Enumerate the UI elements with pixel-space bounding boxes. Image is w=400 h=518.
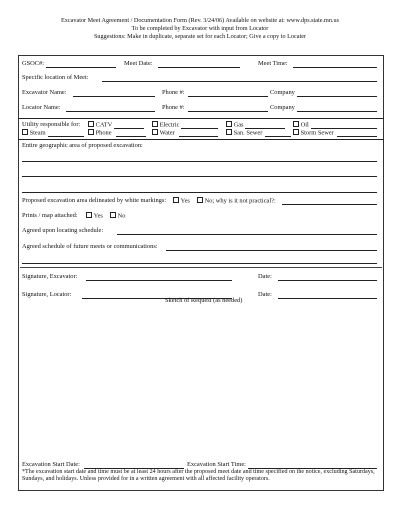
checkbox-icon[interactable]: [293, 121, 299, 127]
utility-oil[interactable]: Oil: [293, 121, 309, 130]
utility-san-sewer[interactable]: San. Sewer: [226, 129, 262, 138]
locating-schedule-field[interactable]: [117, 234, 377, 235]
geo-area-line[interactable]: [22, 161, 377, 162]
signature-excavator-label: Signature, Excavator:: [22, 273, 78, 280]
date2-field[interactable]: [278, 298, 377, 299]
future-meets-field[interactable]: [166, 250, 377, 251]
start-date-label: Excavation Start Date:: [22, 461, 80, 468]
checkbox-icon[interactable]: [197, 197, 203, 203]
specific-location-field[interactable]: [102, 81, 377, 82]
geo-area-label: Entire geographic area of proposed excavation:: [22, 142, 143, 149]
utility-electric[interactable]: Electric: [152, 121, 179, 130]
gsoc-field[interactable]: [46, 67, 116, 68]
checkbox-icon[interactable]: [152, 121, 158, 127]
catv-field[interactable]: [114, 128, 144, 129]
checkbox-icon[interactable]: [88, 129, 94, 135]
excavator-name-label: Excavator Name:: [22, 89, 67, 96]
form-title: Excavator Meet Agreement / Documentation Form (Rev. 3/24/06) Available on website at: www.dps.state.mn.us: [61, 17, 339, 24]
white-markings-yes[interactable]: Yes: [173, 197, 190, 206]
form-subtitle: To be completed by Excavator with input from Locator: [131, 25, 269, 32]
utility-catv[interactable]: CATV: [88, 121, 112, 130]
future-meets-line[interactable]: [22, 263, 377, 264]
steam-field[interactable]: [48, 136, 84, 137]
utility-label: Utility responsible for:: [22, 121, 81, 128]
white-markings-reason-field[interactable]: [282, 204, 377, 205]
phone1-field[interactable]: [188, 96, 268, 97]
company1-label: Company: [270, 89, 295, 96]
checkbox-icon[interactable]: [152, 129, 158, 135]
utility-water[interactable]: Water: [152, 129, 175, 138]
date2-label: Date:: [258, 291, 272, 298]
date1-field[interactable]: [278, 280, 377, 281]
phone2-field[interactable]: [188, 111, 268, 112]
date1-label: Date:: [258, 273, 272, 280]
meet-date-field[interactable]: [158, 67, 240, 68]
checkbox-icon[interactable]: [110, 212, 116, 218]
specific-location-label: Specific location of Meet:: [22, 74, 89, 81]
start-time-label: Excavation Start Time:: [187, 461, 246, 468]
excavator-name-field[interactable]: [73, 96, 155, 97]
checkbox-icon[interactable]: [226, 129, 232, 135]
utility-gas[interactable]: Gas: [226, 121, 244, 130]
checkbox-icon[interactable]: [293, 129, 299, 135]
electric-field[interactable]: [181, 128, 218, 129]
utility-phone[interactable]: Phone: [88, 129, 112, 138]
meet-date-label: Meet Date:: [124, 60, 153, 67]
form-suggestions: Suggestions: Make in duplicate, separate set for each Locator; Give a copy to Locater: [93, 33, 306, 40]
checkbox-icon[interactable]: [86, 212, 92, 218]
storm-sewer-field[interactable]: [337, 136, 377, 137]
phone-util-field[interactable]: [116, 136, 146, 137]
divider: [18, 139, 384, 140]
gsoc-label: GSOC#:: [22, 60, 45, 67]
footer-note: *The excavation start date and time must be at least 24 hours after the proposed meet date and time specified on the notice, excluding Saturdays, Sundays, and holidays. Unless provided for in a written agreement with all affected facility operators.: [22, 469, 375, 483]
divider: [18, 118, 384, 119]
water-field[interactable]: [179, 136, 218, 137]
sketch-label: Sketch of Request (as needed): [165, 297, 243, 304]
phone1-label: Phone #:: [162, 89, 185, 96]
company2-label: Company: [270, 104, 295, 111]
signature-locator-label: Signature, Locator:: [22, 291, 72, 298]
geo-area-line[interactable]: [22, 176, 377, 177]
prints-yes[interactable]: Yes: [86, 212, 103, 221]
phone2-label: Phone #:: [162, 104, 185, 111]
company2-field[interactable]: [297, 111, 377, 112]
checkbox-icon[interactable]: [22, 129, 28, 135]
meet-time-field[interactable]: [293, 67, 377, 68]
locator-name-label: Locator Name:: [22, 104, 61, 111]
prints-label: Prints / map attached:: [22, 212, 78, 219]
meet-time-label: Meet Time:: [258, 60, 288, 67]
divider: [20, 267, 382, 268]
san-sewer-field[interactable]: [265, 136, 291, 137]
white-markings-no[interactable]: No; why is it not practical?:: [197, 197, 276, 206]
checkbox-icon[interactable]: [173, 197, 179, 203]
future-meets-label: Agreed schedule of future meets or communications:: [22, 243, 158, 250]
locating-schedule-label: Agreed upon locating schedule:: [22, 227, 104, 234]
white-markings-label: Proposed excavation area delineated by white markings:: [22, 197, 167, 204]
company1-field[interactable]: [297, 96, 377, 97]
locator-name-field[interactable]: [66, 111, 155, 112]
prints-no[interactable]: No: [110, 212, 125, 221]
sketch-area[interactable]: [20, 307, 382, 461]
checkbox-icon[interactable]: [88, 121, 94, 127]
geo-area-line[interactable]: [22, 192, 377, 193]
utility-storm-sewer[interactable]: Storm Sewer: [293, 129, 334, 138]
signature-excavator-field[interactable]: [86, 280, 232, 281]
utility-steam[interactable]: Steam: [22, 129, 46, 138]
checkbox-icon[interactable]: [226, 121, 232, 127]
